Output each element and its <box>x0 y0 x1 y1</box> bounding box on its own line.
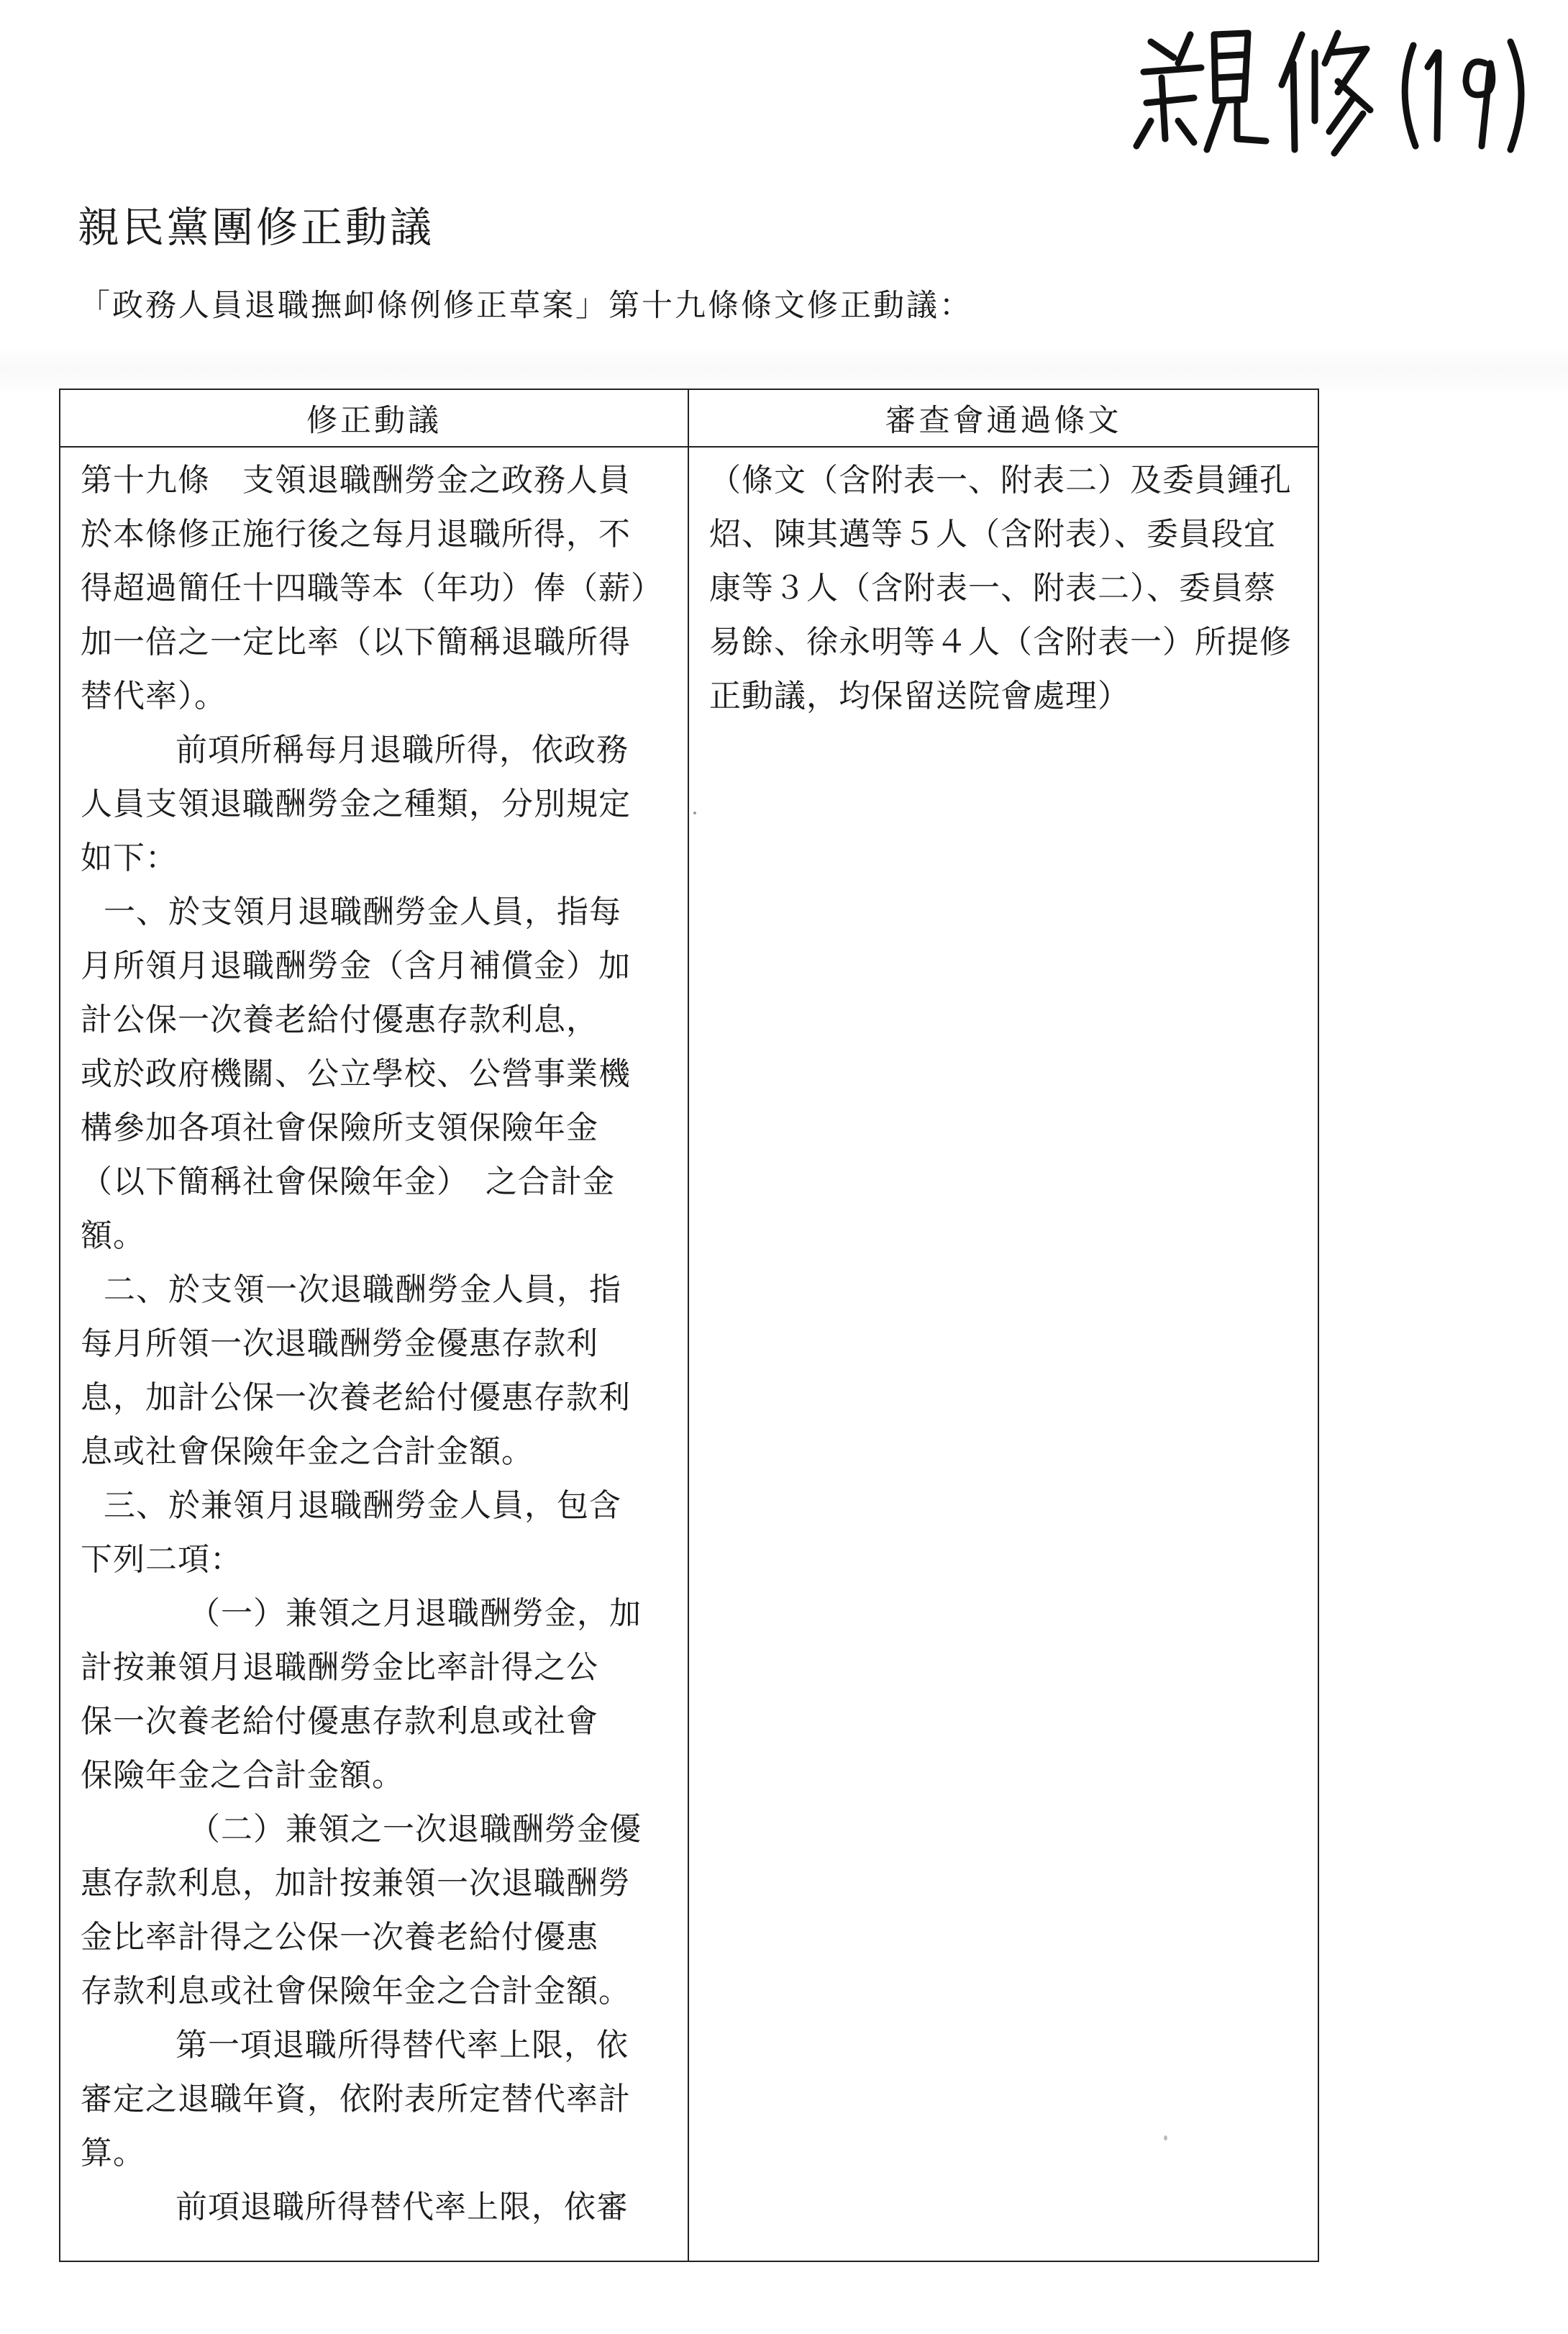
scan-speck <box>693 812 696 814</box>
text-line: 二、於支領一次退職酬勞金人員，指 <box>104 1271 621 1308</box>
text-line: 保險年金之合計金額。 <box>81 1757 404 1794</box>
text-line: 計公保一次養老給付優惠存款利息， <box>81 1002 598 1038</box>
text-line: 保一次養老給付優惠存款利息或社會 <box>81 1703 598 1740</box>
text-line: 每月所領一次退職酬勞金優惠存款利 <box>81 1325 598 1362</box>
page-title: 親民黨團修正動議 <box>78 203 435 252</box>
text-line: 一、於支領月退職酬勞金人員，指每 <box>104 894 621 930</box>
text-line: 人員支領退職酬勞金之種類，分別規定 <box>81 786 631 822</box>
text-line: 額。 <box>81 1217 145 1254</box>
text-line: 得超過簡任十四職等本（年功）俸（薪） <box>81 570 663 607</box>
text-line: 康等３人（含附表一、附表二）、委員蔡 <box>709 570 1276 607</box>
text-line: （條文（含附表一、附表二）及委員鍾孔 <box>709 462 1292 499</box>
text-line: 息，加計公保一次養老給付優惠存款利 <box>81 1379 631 1416</box>
text-line: 金比率計得之公保一次養老給付優惠 <box>81 1919 598 1956</box>
amendment-text-cell <box>60 447 688 2261</box>
amendment-table <box>59 389 1319 2262</box>
text-line: 息或社會保險年金之合計金額。 <box>81 1433 534 1470</box>
text-line: 存款利息或社會保險年金之合計金額。 <box>81 1973 631 2010</box>
text-line: 或於政府機關、公立學校、公營事業機 <box>81 1055 631 1092</box>
text-line: （一）兼領之月退職酬勞金，加 <box>188 1595 642 1632</box>
text-line: 惠存款利息，加計按兼領一次退職酬勞 <box>81 1865 631 1902</box>
text-line: 審定之退職年資，依附表所定替代率計 <box>81 2081 631 2117</box>
approved-text-cell <box>688 447 1318 2261</box>
page-subtitle: 「政務人員退職撫卹條例修正草案」第十九條條文修正動議： <box>79 288 972 324</box>
text-line: 加一倍之一定比率（以下簡稱退職所得 <box>81 624 631 660</box>
text-line: 計按兼領月退職酬勞金比率計得之公 <box>81 1649 598 1686</box>
scan-speck <box>1164 2135 1167 2140</box>
column-header-amendment: 修正動議 <box>60 389 688 447</box>
text-line: 易餘、徐永明等４人（含附表一）所提修 <box>709 624 1292 660</box>
text-line: 下列二項： <box>81 1541 242 1578</box>
text-line: 如下： <box>81 840 178 876</box>
text-line: 替代率）。 <box>81 678 227 714</box>
text-line: （以下簡稱社會保險年金） 之合計金 <box>81 1163 615 1200</box>
table-row <box>60 447 1318 2261</box>
text-line: 算。 <box>81 2135 145 2171</box>
text-line: 炤、陳其邁等５人（含附表）、委員段宜 <box>709 516 1276 553</box>
text-line: 正動議，均保留送院會處理） <box>709 678 1130 714</box>
text-line: 前項所稱每月退職所得，依政務 <box>176 732 629 768</box>
table-header-row <box>60 389 1318 447</box>
text-line: 前項退職所得替代率上限，依審 <box>176 2189 629 2225</box>
handwritten-annotation <box>1122 13 1539 164</box>
text-line: 月所領月退職酬勞金（含月補償金）加 <box>81 948 631 984</box>
text-line: 於本條修正施行後之每月退職所得，不 <box>81 516 631 553</box>
text-line: 構參加各項社會保險所支領保險年金 <box>81 1109 598 1146</box>
text-line: （二）兼領之一次退職酬勞金優 <box>188 1811 642 1848</box>
handwritten-annotation-drawing <box>1122 13 1539 164</box>
text-line: 第十九條 支領退職酬勞金之政務人員 <box>81 462 631 499</box>
text-line: 第一項退職所得替代率上限，依 <box>176 2027 629 2063</box>
text-line: 三、於兼領月退職酬勞金人員，包含 <box>104 1487 621 1524</box>
column-header-approved-text: 審查會通過條文 <box>688 389 1318 447</box>
